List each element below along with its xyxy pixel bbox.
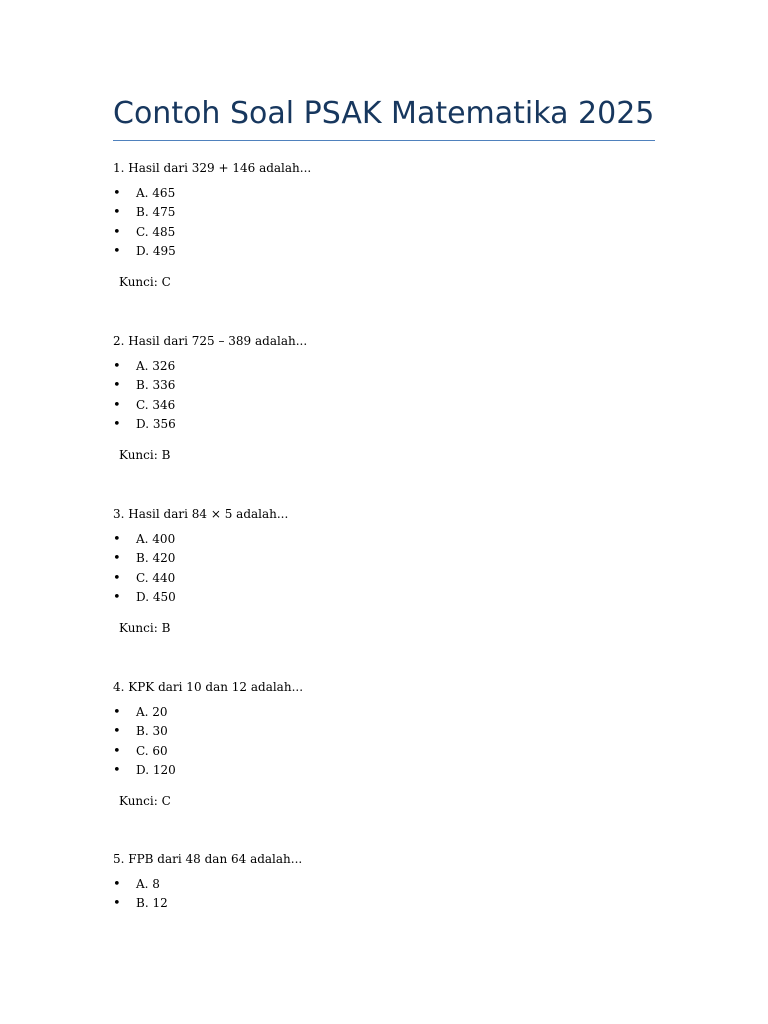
bullet-icon: • [113,570,121,586]
bullet-icon: • [113,762,121,778]
option-label: C. 346 [136,397,176,412]
option-label: C. 440 [136,570,176,585]
option-label: C. 60 [136,743,168,758]
answer-key: Kunci: B [119,448,171,462]
question-text: 5. FPB dari 48 dan 64 adalah... [113,852,303,866]
option-label: A. 400 [136,532,176,546]
bullet-icon: • [113,205,121,221]
bullet-icon: • [113,551,121,567]
option-label: B. 30 [136,724,168,739]
bullet-icon: • [113,378,121,394]
question-text: 1. Hasil dari 329 + 146 adalah... [113,161,312,175]
option-label: A. 20 [136,705,168,719]
option-label: C. 485 [136,224,176,239]
option-label: A. 465 [136,186,176,200]
option-label: B. 420 [136,551,176,566]
bullet-icon: • [113,359,121,374]
question-text: 4. KPK dari 10 dan 12 adalah... [113,680,304,694]
bullet-icon: • [113,186,121,201]
bullet-icon: • [113,589,121,605]
answer-key: Kunci: B [119,621,171,635]
option-label: D. 356 [136,416,176,431]
option-label: D. 120 [136,762,176,777]
option-label: D. 450 [136,589,176,604]
question-text: 3. Hasil dari 84 × 5 adalah... [113,507,289,521]
bullet-icon: • [113,724,121,740]
title-underline [113,140,655,141]
option-label: B. 475 [136,205,176,220]
bullet-icon: • [113,243,121,259]
bullet-icon: • [113,743,121,759]
answer-key: Kunci: C [119,794,171,808]
bullet-icon: • [113,705,121,720]
option-label: D. 495 [136,243,176,258]
option-label: A. 8 [136,877,160,891]
bullet-icon: • [113,224,121,240]
option-label: A. 326 [136,359,176,373]
bullet-icon: • [113,532,121,547]
option-label: B. 336 [136,378,176,393]
answer-key: Kunci: C [119,275,171,289]
bullet-icon: • [113,416,121,432]
document-title: Contoh Soal PSAK Matematika 2025 [113,96,655,131]
bullet-icon: • [113,877,121,892]
bullet-icon: • [113,397,121,413]
option-label: B. 12 [136,896,168,911]
bullet-icon: • [113,896,121,912]
question-text: 2. Hasil dari 725 – 389 adalah... [113,334,308,348]
